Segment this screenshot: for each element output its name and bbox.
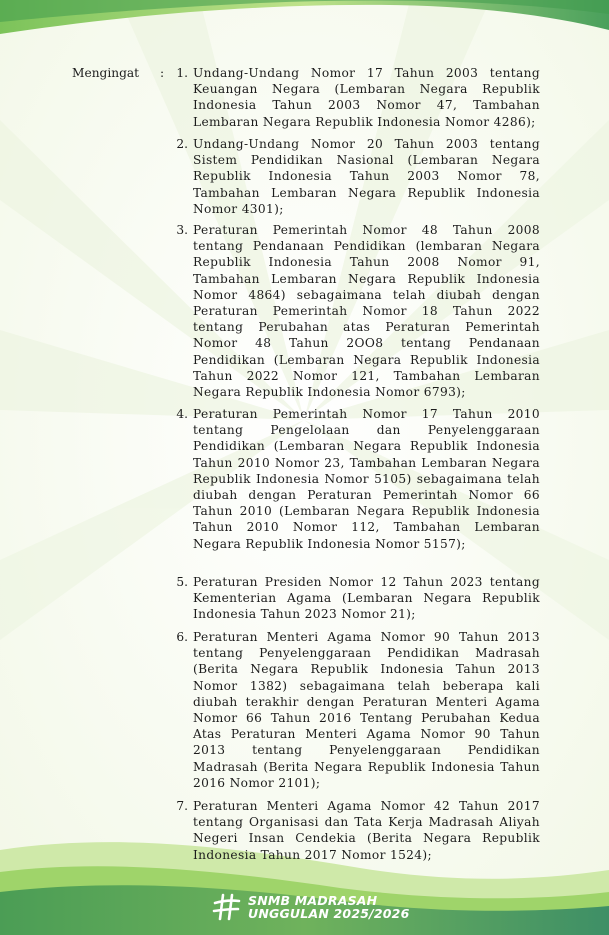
footer-title-line2: UNGGULAN 2025/2026 — [248, 906, 410, 921]
hashtag-icon — [212, 893, 242, 921]
item-text: Peraturan Menteri Agama Nomor 42 Tahun 2017 tentang Organisasi dan Tata Kerja Madrasah Aliyah Negeri Insan Cendekia (Berita Negara Republik Indonesia Tahun 2017 Nomor 1524); — [193, 799, 540, 862]
list-item — [162, 574, 540, 623]
item-text: Peraturan Pemerintah Nomor 48 Tahun 2008 tentang Pendanaan Pendidikan (lembaran Negara Republik Indonesia Tahun 2008 Nomor 91, Tambahan Lembaran Negara Republik Indonesia Nomor 4864) sebagaimana telah diubah dengan Peraturan Pemerintah Nomor 18 Tahun 2022 tentang Perubahan atas Peraturan Pemerintah Nomor 48 Tahun 2OO8 tentang Pendanaan Pendidikan (Lembaran Negara Republik Indonesia Tahun 2022 Nomor 121, Tambahan Lembaran Negara Republik Indonesia Nomor 6793); — [193, 223, 540, 400]
footer-logo — [212, 893, 409, 921]
footer-title — [248, 894, 409, 920]
item-number: 6. — [176, 630, 188, 644]
item-text: Peraturan Presiden Nomor 12 Tahun 2023 tentang Kementerian Agama (Lembaran Negara Republik Indonesia Tahun 2023 Nomor 21); — [193, 575, 540, 622]
item-number: 4. — [176, 407, 188, 421]
list-item — [162, 65, 540, 130]
list-item — [162, 798, 540, 863]
item-number: 1. — [176, 66, 188, 80]
item-text: Peraturan Menteri Agama Nomor 90 Tahun 2013 tentang Penyelenggaraan Pendidikan Madrasah (Berita Negara Republik Indonesia Tahun 2013 Nomor 1382) sebagaimana telah beberapa kali diubah terakhir dengan Peraturan Menteri Agama Nomor 66 Tahun 2016 Tentang Perubahan Kedua Atas Peraturan Menteri Agama Nomor 90 Tahun 2013 tentang Penyelenggaraan Pendidikan Madrasah (Berita Negara Republik Indonesia Tahun 2016 Nomor 2101); — [193, 630, 540, 790]
item-number: 3. — [176, 223, 188, 237]
list-item — [162, 222, 540, 400]
item-number: 7. — [176, 799, 188, 813]
list-item — [162, 136, 540, 217]
item-text: Peraturan Pemerintah Nomor 17 Tahun 2010 tentang Pengelolaan dan Penyelenggaraan Pendidikan (Lembaran Negara Republik Indonesia Tahun 2010 Nomor 23, Tambahan Lembaran Negara Republik Indonesia Nomor 5105) sebagaimana telah diubah dengan Peraturan Pemerintah Nomor 66 Tahun 2010 (Lembaran Negara Republik Indonesia Tahun 2010 Nomor 112, Tambahan Lembaran Negara Republik Indonesia Nomor 5157); — [193, 407, 540, 551]
item-number: 2. — [176, 137, 188, 151]
list-item — [162, 629, 540, 791]
section-separator: : — [160, 66, 165, 80]
list-item — [162, 406, 540, 552]
item-text: Undang-Undang Nomor 20 Tahun 2003 tentang Sistem Pendidikan Nasional (Lembaran Negara Republik Indonesia Tahun 2003 Nomor 78, Tambahan Lembaran Negara Republik Indonesia Nomor 4301); — [193, 137, 540, 216]
item-number: 5. — [176, 575, 188, 589]
item-text: Undang-Undang Nomor 17 Tahun 2003 tentang Keuangan Negara (Lembaran Negara Republik Indonesia Tahun 2003 Nomor 47, Tambahan Lembaran Negara Republik Indonesia Nomor 4286); — [193, 66, 540, 129]
footer-title-line1: SNMB MADRASAH — [248, 893, 378, 908]
section-label: Mengingat — [72, 66, 140, 80]
